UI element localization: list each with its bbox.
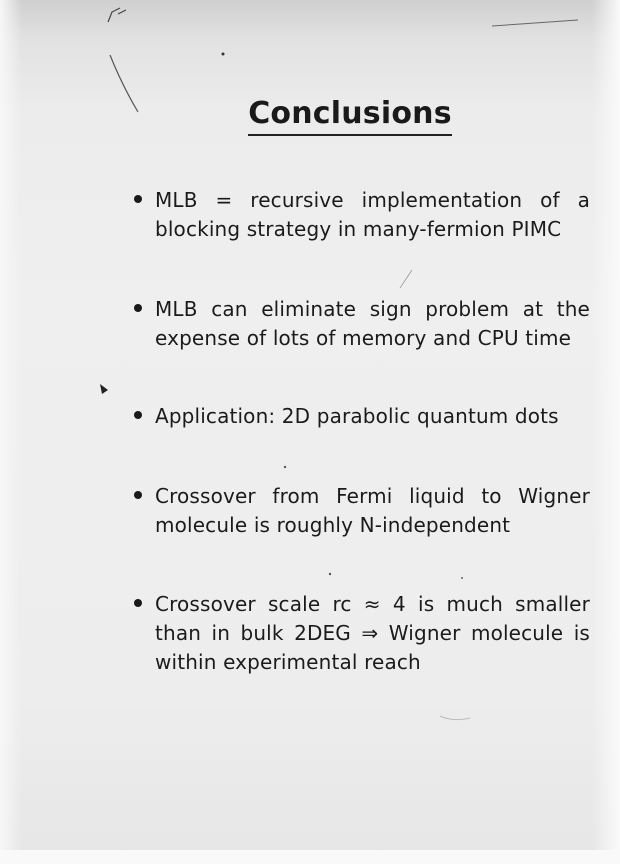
- bullet-dot: [134, 304, 142, 312]
- scan-dot: [284, 466, 286, 468]
- bullet-text: Crossover scale rc ≈ 4 is much smaller than in bulk 2DEG ⇒ Wigner molecule is within experimental reach: [155, 592, 590, 674]
- bullet-dot: [134, 491, 142, 499]
- bullet-text: MLB can eliminate sign problem at the expense of lots of memory and CPU time: [155, 297, 590, 350]
- scan-scribble: [108, 8, 126, 22]
- scan-line: [492, 20, 578, 26]
- bullet-text: Crossover from Fermi liquid to Wigner molecule is roughly N-independent: [155, 484, 590, 537]
- slide-title: Conclusions: [0, 96, 620, 136]
- scan-dot: [329, 573, 331, 575]
- scan-smudge: [440, 716, 470, 720]
- scan-dot: [461, 577, 463, 579]
- scan-scratch: [400, 270, 412, 288]
- bullet-dot: [134, 599, 142, 607]
- scan-dot: [222, 53, 225, 56]
- bullet-dot: [134, 411, 142, 419]
- bullet-dot: [134, 195, 142, 203]
- bullet-text: MLB = recursive implementation of a blocking strategy in many-fermion PIMC: [155, 188, 590, 241]
- scan-blot: [100, 384, 108, 394]
- bullet-text: Application: 2D parabolic quantum dots: [155, 404, 559, 428]
